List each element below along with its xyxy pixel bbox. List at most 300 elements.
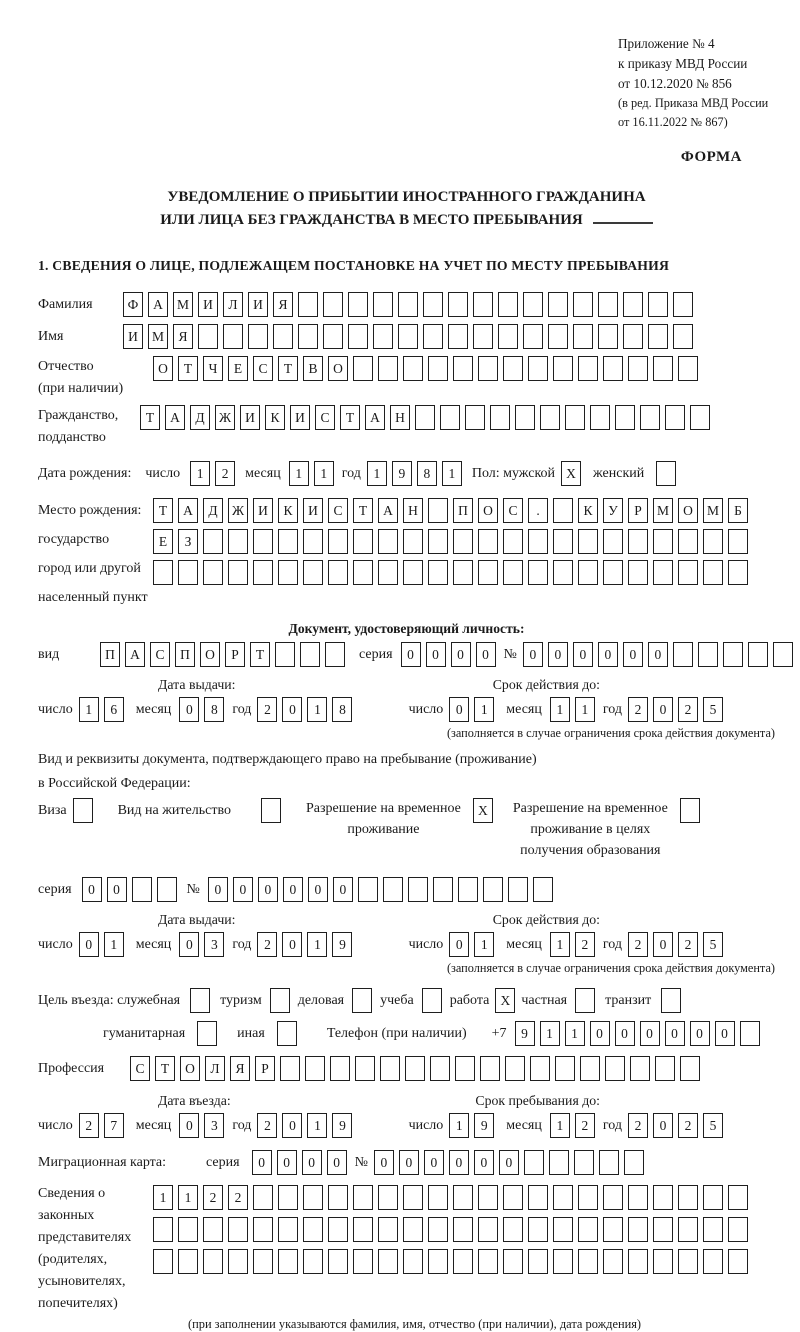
char-cell[interactable] [458, 877, 478, 902]
char-cell[interactable] [575, 988, 595, 1013]
char-cell[interactable]: X [561, 461, 581, 486]
char-cell[interactable]: Т [140, 405, 160, 430]
char-cell[interactable] [378, 356, 398, 381]
char-cell[interactable] [278, 1249, 298, 1274]
char-cell[interactable]: 6 [104, 697, 124, 722]
char-cell[interactable]: 0 [449, 932, 469, 957]
char-cell[interactable]: 1 [442, 461, 462, 486]
char-cell[interactable] [523, 324, 543, 349]
char-cell[interactable] [428, 498, 448, 523]
char-cell[interactable] [503, 529, 523, 554]
char-cell[interactable] [703, 1217, 723, 1242]
char-cell[interactable] [352, 988, 372, 1013]
char-cell[interactable] [430, 1056, 450, 1081]
char-cell[interactable] [578, 356, 598, 381]
char-cell[interactable]: 2 [215, 461, 235, 486]
char-cell[interactable] [198, 324, 218, 349]
char-cell[interactable]: Д [190, 405, 210, 430]
char-cell[interactable] [478, 1217, 498, 1242]
char-cell[interactable]: Н [403, 498, 423, 523]
char-cell[interactable] [453, 560, 473, 585]
char-cell[interactable]: 0 [474, 1150, 494, 1175]
char-cell[interactable]: 3 [204, 932, 224, 957]
char-cell[interactable] [603, 356, 623, 381]
char-cell[interactable]: А [148, 292, 168, 317]
char-cell[interactable] [528, 1185, 548, 1210]
char-cell[interactable]: П [453, 498, 473, 523]
char-cell[interactable] [728, 1217, 748, 1242]
char-cell[interactable]: 0 [282, 697, 302, 722]
char-cell[interactable]: 2 [628, 697, 648, 722]
char-cell[interactable] [203, 560, 223, 585]
char-cell[interactable] [228, 560, 248, 585]
char-cell[interactable] [680, 1056, 700, 1081]
char-cell[interactable] [523, 292, 543, 317]
char-cell[interactable]: И [303, 498, 323, 523]
char-cell[interactable] [548, 324, 568, 349]
char-cell[interactable] [653, 529, 673, 554]
char-cell[interactable] [678, 356, 698, 381]
char-cell[interactable]: 0 [302, 1150, 322, 1175]
char-cell[interactable]: Т [178, 356, 198, 381]
char-cell[interactable]: С [130, 1056, 150, 1081]
char-cell[interactable] [628, 1217, 648, 1242]
char-cell[interactable]: 9 [515, 1021, 535, 1046]
char-cell[interactable]: Р [255, 1056, 275, 1081]
char-cell[interactable] [703, 560, 723, 585]
char-cell[interactable]: 0 [282, 1113, 302, 1138]
char-cell[interactable]: Ф [123, 292, 143, 317]
char-cell[interactable] [378, 529, 398, 554]
char-cell[interactable] [640, 405, 660, 430]
char-cell[interactable]: Р [628, 498, 648, 523]
char-cell[interactable]: С [150, 642, 170, 667]
char-cell[interactable]: 0 [179, 932, 199, 957]
char-cell[interactable] [498, 324, 518, 349]
char-cell[interactable] [628, 1185, 648, 1210]
char-cell[interactable] [353, 529, 373, 554]
char-cell[interactable] [678, 1217, 698, 1242]
char-cell[interactable] [678, 1185, 698, 1210]
char-cell[interactable]: 0 [499, 1150, 519, 1175]
char-cell[interactable] [703, 529, 723, 554]
char-cell[interactable] [553, 356, 573, 381]
char-cell[interactable] [503, 1217, 523, 1242]
char-cell[interactable]: 0 [426, 642, 446, 667]
char-cell[interactable]: З [178, 529, 198, 554]
char-cell[interactable] [678, 1249, 698, 1274]
char-cell[interactable] [603, 1217, 623, 1242]
char-cell[interactable]: О [328, 356, 348, 381]
char-cell[interactable] [228, 1249, 248, 1274]
char-cell[interactable]: 2 [678, 697, 698, 722]
char-cell[interactable]: 0 [615, 1021, 635, 1046]
char-cell[interactable]: 8 [417, 461, 437, 486]
char-cell[interactable]: 0 [179, 697, 199, 722]
char-cell[interactable] [653, 1185, 673, 1210]
char-cell[interactable] [661, 988, 681, 1013]
char-cell[interactable]: 2 [678, 1113, 698, 1138]
char-cell[interactable]: К [578, 498, 598, 523]
char-cell[interactable]: X [495, 988, 515, 1013]
char-cell[interactable] [228, 529, 248, 554]
char-cell[interactable] [548, 292, 568, 317]
char-cell[interactable]: 0 [598, 642, 618, 667]
char-cell[interactable] [453, 529, 473, 554]
char-cell[interactable] [380, 1056, 400, 1081]
char-cell[interactable] [403, 1249, 423, 1274]
char-cell[interactable] [73, 798, 93, 823]
char-cell[interactable] [203, 1217, 223, 1242]
char-cell[interactable] [503, 356, 523, 381]
char-cell[interactable]: 1 [190, 461, 210, 486]
char-cell[interactable] [325, 642, 345, 667]
char-cell[interactable]: X [473, 798, 493, 823]
char-cell[interactable] [478, 560, 498, 585]
char-cell[interactable]: 1 [449, 1113, 469, 1138]
char-cell[interactable]: О [153, 356, 173, 381]
char-cell[interactable] [353, 1249, 373, 1274]
char-cell[interactable]: С [315, 405, 335, 430]
char-cell[interactable] [355, 1056, 375, 1081]
char-cell[interactable]: 1 [367, 461, 387, 486]
char-cell[interactable] [628, 560, 648, 585]
char-cell[interactable] [378, 1249, 398, 1274]
char-cell[interactable]: О [180, 1056, 200, 1081]
char-cell[interactable]: 1 [550, 697, 570, 722]
char-cell[interactable] [628, 1249, 648, 1274]
char-cell[interactable]: 8 [332, 697, 352, 722]
char-cell[interactable] [503, 1185, 523, 1210]
char-cell[interactable]: 0 [548, 642, 568, 667]
char-cell[interactable]: 1 [79, 697, 99, 722]
char-cell[interactable]: 2 [203, 1185, 223, 1210]
char-cell[interactable] [303, 560, 323, 585]
char-cell[interactable] [630, 1056, 650, 1081]
char-cell[interactable] [328, 1185, 348, 1210]
char-cell[interactable] [428, 1217, 448, 1242]
char-cell[interactable] [178, 1217, 198, 1242]
char-cell[interactable] [623, 292, 643, 317]
char-cell[interactable] [653, 356, 673, 381]
char-cell[interactable]: 0 [715, 1021, 735, 1046]
char-cell[interactable] [353, 1217, 373, 1242]
char-cell[interactable] [403, 356, 423, 381]
char-cell[interactable]: А [165, 405, 185, 430]
char-cell[interactable] [153, 560, 173, 585]
char-cell[interactable] [428, 1185, 448, 1210]
char-cell[interactable]: В [303, 356, 323, 381]
char-cell[interactable] [553, 1185, 573, 1210]
char-cell[interactable] [132, 877, 152, 902]
char-cell[interactable]: Т [153, 498, 173, 523]
char-cell[interactable]: Д [203, 498, 223, 523]
char-cell[interactable] [408, 877, 428, 902]
char-cell[interactable]: 9 [332, 1113, 352, 1138]
char-cell[interactable] [473, 292, 493, 317]
char-cell[interactable]: О [678, 498, 698, 523]
char-cell[interactable] [723, 642, 743, 667]
char-cell[interactable] [330, 1056, 350, 1081]
char-cell[interactable] [673, 324, 693, 349]
char-cell[interactable]: 2 [678, 932, 698, 957]
char-cell[interactable]: М [173, 292, 193, 317]
char-cell[interactable] [348, 324, 368, 349]
char-cell[interactable]: 1 [307, 932, 327, 957]
char-cell[interactable]: 8 [204, 697, 224, 722]
char-cell[interactable] [428, 1249, 448, 1274]
char-cell[interactable]: 2 [257, 697, 277, 722]
char-cell[interactable]: И [198, 292, 218, 317]
char-cell[interactable] [428, 560, 448, 585]
char-cell[interactable] [358, 877, 378, 902]
char-cell[interactable] [453, 1217, 473, 1242]
char-cell[interactable] [603, 529, 623, 554]
char-cell[interactable]: 2 [575, 1113, 595, 1138]
char-cell[interactable] [628, 529, 648, 554]
char-cell[interactable] [303, 529, 323, 554]
char-cell[interactable] [648, 324, 668, 349]
char-cell[interactable]: Я [273, 292, 293, 317]
char-cell[interactable] [453, 1185, 473, 1210]
char-cell[interactable] [578, 1249, 598, 1274]
char-cell[interactable]: Я [173, 324, 193, 349]
char-cell[interactable]: 1 [307, 697, 327, 722]
char-cell[interactable] [590, 405, 610, 430]
char-cell[interactable]: 0 [573, 642, 593, 667]
char-cell[interactable] [483, 877, 503, 902]
char-cell[interactable] [373, 324, 393, 349]
char-cell[interactable] [453, 356, 473, 381]
char-cell[interactable]: С [503, 498, 523, 523]
char-cell[interactable] [553, 1217, 573, 1242]
char-cell[interactable]: 0 [424, 1150, 444, 1175]
char-cell[interactable] [498, 292, 518, 317]
char-cell[interactable]: 0 [640, 1021, 660, 1046]
char-cell[interactable] [178, 560, 198, 585]
char-cell[interactable] [480, 1056, 500, 1081]
char-cell[interactable] [253, 529, 273, 554]
char-cell[interactable] [305, 1056, 325, 1081]
char-cell[interactable] [623, 324, 643, 349]
char-cell[interactable]: 0 [252, 1150, 272, 1175]
char-cell[interactable] [278, 1185, 298, 1210]
char-cell[interactable]: 0 [401, 642, 421, 667]
char-cell[interactable]: 2 [628, 932, 648, 957]
char-cell[interactable] [280, 1056, 300, 1081]
char-cell[interactable] [655, 1056, 675, 1081]
char-cell[interactable] [298, 292, 318, 317]
char-cell[interactable]: 2 [257, 1113, 277, 1138]
char-cell[interactable] [603, 560, 623, 585]
char-cell[interactable]: 9 [474, 1113, 494, 1138]
char-cell[interactable] [373, 292, 393, 317]
char-cell[interactable] [300, 642, 320, 667]
char-cell[interactable]: 0 [107, 877, 127, 902]
char-cell[interactable] [278, 529, 298, 554]
char-cell[interactable]: 0 [308, 877, 328, 902]
char-cell[interactable] [448, 292, 468, 317]
char-cell[interactable]: 0 [690, 1021, 710, 1046]
char-cell[interactable] [455, 1056, 475, 1081]
char-cell[interactable]: А [178, 498, 198, 523]
char-cell[interactable] [478, 1185, 498, 1210]
char-cell[interactable]: Е [153, 529, 173, 554]
char-cell[interactable] [278, 560, 298, 585]
char-cell[interactable] [603, 1185, 623, 1210]
char-cell[interactable]: 1 [307, 1113, 327, 1138]
char-cell[interactable]: 2 [257, 932, 277, 957]
char-cell[interactable] [703, 1185, 723, 1210]
char-cell[interactable] [603, 1249, 623, 1274]
char-cell[interactable] [398, 324, 418, 349]
char-cell[interactable] [223, 324, 243, 349]
char-cell[interactable] [478, 356, 498, 381]
char-cell[interactable] [478, 1249, 498, 1274]
char-cell[interactable]: И [253, 498, 273, 523]
char-cell[interactable]: 0 [283, 877, 303, 902]
char-cell[interactable] [328, 1249, 348, 1274]
char-cell[interactable] [578, 1185, 598, 1210]
char-cell[interactable] [453, 1249, 473, 1274]
char-cell[interactable]: Ж [215, 405, 235, 430]
char-cell[interactable]: 0 [653, 932, 673, 957]
char-cell[interactable]: 2 [79, 1113, 99, 1138]
char-cell[interactable]: 0 [82, 877, 102, 902]
char-cell[interactable] [328, 1217, 348, 1242]
char-cell[interactable] [378, 560, 398, 585]
char-cell[interactable] [528, 1217, 548, 1242]
char-cell[interactable] [740, 1021, 760, 1046]
char-cell[interactable] [530, 1056, 550, 1081]
char-cell[interactable]: 3 [204, 1113, 224, 1138]
char-cell[interactable]: П [100, 642, 120, 667]
char-cell[interactable] [648, 292, 668, 317]
char-cell[interactable] [328, 529, 348, 554]
char-cell[interactable] [178, 1249, 198, 1274]
char-cell[interactable]: К [265, 405, 285, 430]
char-cell[interactable]: 1 [474, 932, 494, 957]
char-cell[interactable] [248, 324, 268, 349]
char-cell[interactable]: Я [230, 1056, 250, 1081]
char-cell[interactable] [440, 405, 460, 430]
char-cell[interactable] [728, 1249, 748, 1274]
char-cell[interactable]: 0 [277, 1150, 297, 1175]
char-cell[interactable] [690, 405, 710, 430]
char-cell[interactable] [553, 560, 573, 585]
char-cell[interactable] [323, 324, 343, 349]
char-cell[interactable]: Т [353, 498, 373, 523]
char-cell[interactable] [728, 560, 748, 585]
char-cell[interactable]: П [175, 642, 195, 667]
char-cell[interactable]: 1 [565, 1021, 585, 1046]
char-cell[interactable] [553, 498, 573, 523]
char-cell[interactable] [553, 529, 573, 554]
char-cell[interactable] [678, 560, 698, 585]
char-cell[interactable]: О [200, 642, 220, 667]
char-cell[interactable] [678, 529, 698, 554]
char-cell[interactable]: 9 [332, 932, 352, 957]
char-cell[interactable] [353, 1185, 373, 1210]
char-cell[interactable]: 9 [392, 461, 412, 486]
char-cell[interactable]: 2 [228, 1185, 248, 1210]
char-cell[interactable]: 5 [703, 1113, 723, 1138]
char-cell[interactable] [323, 292, 343, 317]
char-cell[interactable]: 5 [703, 932, 723, 957]
char-cell[interactable] [228, 1217, 248, 1242]
char-cell[interactable]: 1 [289, 461, 309, 486]
char-cell[interactable] [403, 560, 423, 585]
char-cell[interactable] [503, 560, 523, 585]
char-cell[interactable]: 0 [653, 1113, 673, 1138]
char-cell[interactable] [153, 1249, 173, 1274]
char-cell[interactable] [415, 405, 435, 430]
char-cell[interactable] [598, 324, 618, 349]
char-cell[interactable] [528, 529, 548, 554]
char-cell[interactable] [253, 560, 273, 585]
char-cell[interactable] [540, 405, 560, 430]
char-cell[interactable] [303, 1217, 323, 1242]
char-cell[interactable]: С [328, 498, 348, 523]
char-cell[interactable]: 1 [540, 1021, 560, 1046]
char-cell[interactable] [203, 1249, 223, 1274]
char-cell[interactable]: 0 [449, 1150, 469, 1175]
char-cell[interactable]: 0 [258, 877, 278, 902]
char-cell[interactable] [508, 877, 528, 902]
char-cell[interactable] [665, 405, 685, 430]
char-cell[interactable]: 1 [575, 697, 595, 722]
char-cell[interactable]: Б [728, 498, 748, 523]
char-cell[interactable]: . [528, 498, 548, 523]
char-cell[interactable] [680, 798, 700, 823]
char-cell[interactable]: Л [205, 1056, 225, 1081]
char-cell[interactable] [578, 1217, 598, 1242]
char-cell[interactable] [403, 529, 423, 554]
char-cell[interactable]: К [278, 498, 298, 523]
char-cell[interactable] [153, 1217, 173, 1242]
char-cell[interactable] [673, 292, 693, 317]
char-cell[interactable] [197, 1021, 217, 1046]
char-cell[interactable] [728, 529, 748, 554]
char-cell[interactable]: 0 [590, 1021, 610, 1046]
char-cell[interactable] [533, 877, 553, 902]
char-cell[interactable] [403, 1217, 423, 1242]
char-cell[interactable]: У [603, 498, 623, 523]
char-cell[interactable]: 1 [550, 932, 570, 957]
char-cell[interactable] [703, 1249, 723, 1274]
char-cell[interactable]: И [123, 324, 143, 349]
char-cell[interactable]: Т [278, 356, 298, 381]
char-cell[interactable] [598, 292, 618, 317]
char-cell[interactable]: О [478, 498, 498, 523]
char-cell[interactable]: 0 [282, 932, 302, 957]
char-cell[interactable]: 0 [399, 1150, 419, 1175]
char-cell[interactable] [433, 877, 453, 902]
char-cell[interactable] [378, 1217, 398, 1242]
char-cell[interactable] [555, 1056, 575, 1081]
char-cell[interactable]: И [248, 292, 268, 317]
char-cell[interactable] [428, 356, 448, 381]
char-cell[interactable] [253, 1217, 273, 1242]
char-cell[interactable]: 2 [575, 932, 595, 957]
char-cell[interactable] [303, 1249, 323, 1274]
char-cell[interactable] [277, 1021, 297, 1046]
char-cell[interactable] [573, 324, 593, 349]
char-cell[interactable] [698, 642, 718, 667]
char-cell[interactable] [653, 1217, 673, 1242]
char-cell[interactable]: Т [155, 1056, 175, 1081]
char-cell[interactable]: Ч [203, 356, 223, 381]
